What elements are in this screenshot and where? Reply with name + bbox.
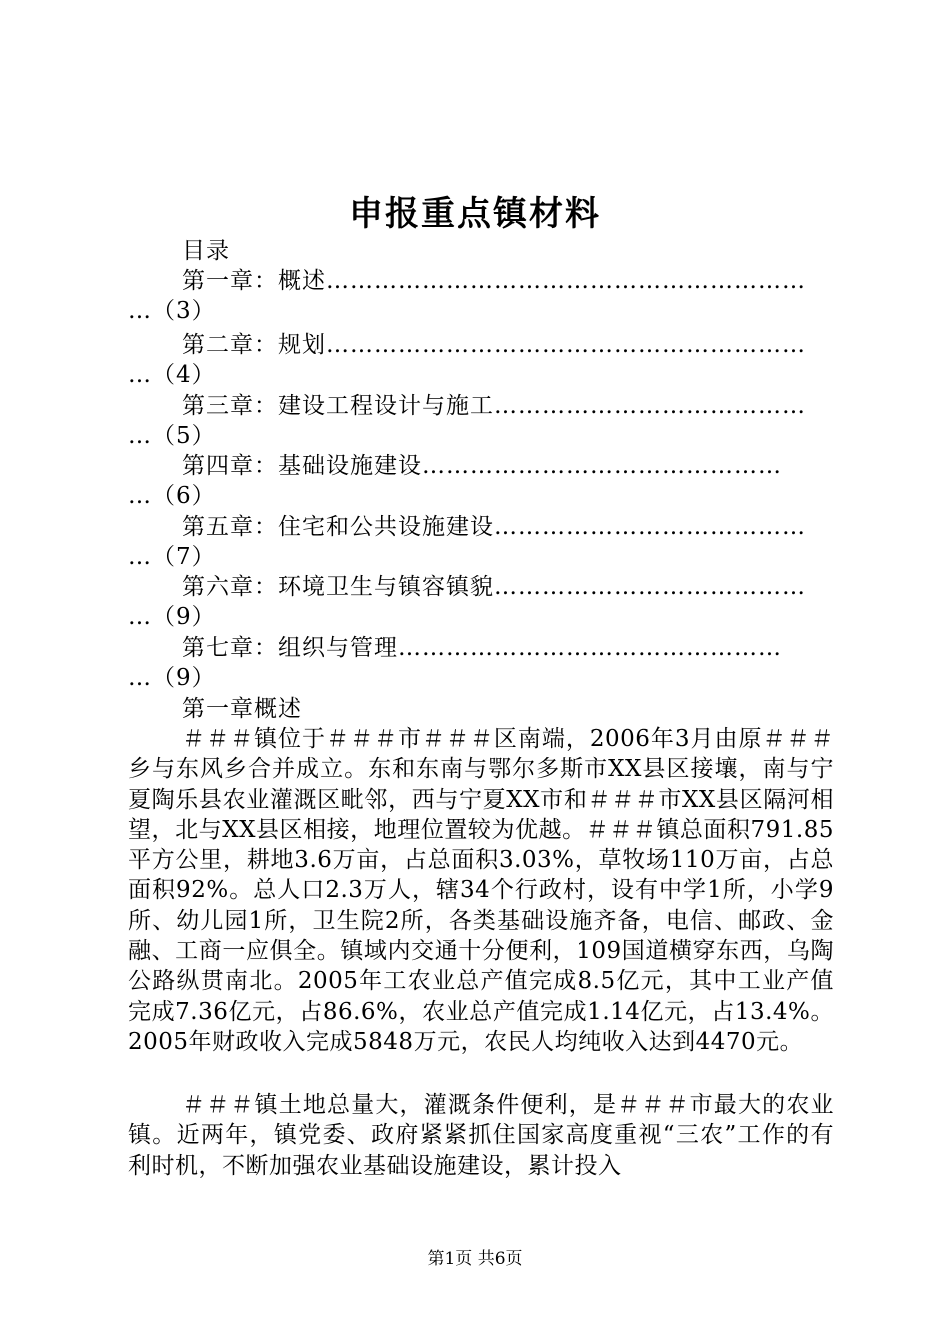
toc-page-4: …（6） (128, 483, 216, 509)
toc-page-1: …（3） (128, 298, 216, 324)
toc-page-2: …（4） (128, 362, 216, 388)
toc-entry-5: 第五章：住宅和公共设施建设………………………………… (182, 514, 806, 540)
toc-entry-4: 第四章：基础设施建设……………………………………… (182, 453, 782, 479)
section-heading: 第一章概述 (182, 696, 302, 722)
document-title: 申报重点镇材料 (349, 194, 601, 234)
toc-entry-2: 第二章：规划…………………………………………………… (182, 332, 806, 358)
toc-page-3: …（5） (128, 423, 216, 449)
toc-title: 目录 (182, 238, 230, 264)
body-paragraph-1: ＃＃＃镇位于＃＃＃市＃＃＃区南端，2006年3月由原＃＃＃乡与东风乡合并成立。东和东南与鄂尔多斯市XX县区接壤，南与宁夏陶乐县农业灌溉区毗邻，西与宁夏XX市和＃＃＃市XX县区隔河相望，北与XX县区相接，地理位置较为优越。＃＃＃镇总面积791.85平方公里，耕地3.6万亩，占总面积3.03%，草牧场110万亩，占总面积92%。总人口2.3万人，辖34个行政村，设有中学1所，小学9所、幼儿园1所，卫生院2所，各类基础设施齐备，电信、邮政、金融、工商一应俱全。镇域内交通十分便利，109国道横穿东西，乌陶公路纵贯南北。2005年工农业总产值完成8.5亿元，其中工业产值完成7.36亿元，占86.6%，农业总产值完成1.14亿元，占13.4%。2005年财政收入完成5848万元，农民人均纯收入达到4470元。 (128, 726, 834, 1055)
body-paragraph-2: ＃＃＃镇土地总量大，灌溉条件便利，是＃＃＃市最大的农业镇。近两年，镇党委、政府紧紧抓住国家高度重视“三农”工作的有利时机，不断加强农业基础设施建设，累计投入 (128, 1092, 834, 1179)
toc-page-7: …（9） (128, 665, 216, 691)
toc-entry-7: 第七章：组织与管理………………………………………… (182, 635, 782, 661)
toc-entry-1: 第一章：概述…………………………………………………… (182, 268, 806, 294)
toc-page-5: …（7） (128, 544, 216, 570)
page-footer: 第1页 共6页 (427, 1249, 523, 1269)
toc-entry-3: 第三章：建设工程设计与施工………………………………… (182, 393, 806, 419)
toc-page-6: …（9） (128, 604, 216, 630)
toc-entry-6: 第六章：环境卫生与镇容镇貌………………………………… (182, 574, 806, 600)
